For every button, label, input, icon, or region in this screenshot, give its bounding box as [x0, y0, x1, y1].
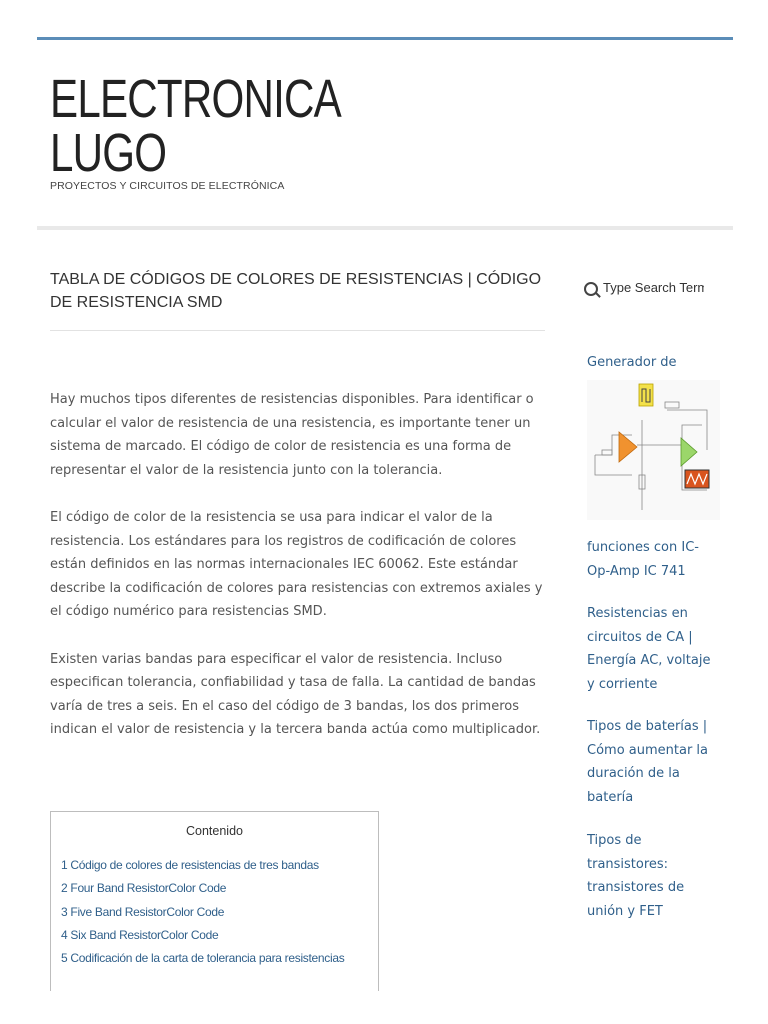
top-accent-bar	[37, 37, 733, 40]
post-title: TABLA DE CÓDIGOS DE COLORES DE RESISTENCIAS | CÓDIGO DE RESISTENCIA SMD	[50, 271, 542, 311]
site-title[interactable]	[50, 69, 342, 183]
paragraph: Existen varias bandas para especificar el valor de resistencia. Incluso especifican tolerancia, confiabilidad y tasa de falla. La cantidad de bandas varía de tres a seis. En el caso del código de 3 bandas, los dos primeros indican el valor de resistencia y la tercera banda actúa como multiplicador.	[50, 651, 541, 737]
header-divider	[37, 226, 733, 230]
title-rule	[50, 330, 545, 331]
table-of-contents	[50, 811, 379, 991]
paragraph: El código de color de la resistencia se usa para indicar el valor de la resistencia. Los estándares para los registros de codificación de colores están definidos en las normas internacionales IEC 60062. Este estándar describe la codificación de colores para resistencias con extremos axiales y el código numérico para resistencias SMD.	[50, 510, 543, 619]
search-icon[interactable]	[584, 282, 598, 296]
sidebar-search	[584, 280, 704, 300]
paragraph: Hay muchos tipos diferentes de resistencias disponibles. Para identificar o calcular el valor de resistencia de una resistencia, es importante tener un sistema de marcado. El código de color de resistencia es una forma de representar el valor de la resistencia junto con la tolerancia.	[50, 392, 534, 478]
search-input[interactable]	[603, 280, 704, 295]
sidebar-link-baterias[interactable]: Tipos de baterías | Cómo aumentar la duración de la batería	[587, 719, 709, 805]
circuit-thumbnail[interactable]	[587, 380, 720, 520]
sidebar-link-transistores[interactable]: Tipos de transistores: transistores de unión y FET	[587, 833, 685, 919]
site-title-line2[interactable]: LUGO	[50, 123, 167, 183]
circuit-diagram-image	[587, 380, 720, 520]
toc-item-4[interactable]: 4 Six Band ResistorColor Code	[61, 927, 219, 942]
sidebar-link-funciones[interactable]: funciones con IC-Op-Amp IC 741	[587, 540, 699, 579]
site-title-line1[interactable]: ELECTRONICA	[50, 69, 342, 129]
toc-title: Contenido	[186, 824, 243, 838]
toc-item-5[interactable]: 5 Codificación de la carta de tolerancia para resistencias	[61, 951, 345, 966]
site-tagline: PROYECTOS Y CIRCUITOS DE ELECTRÓNICA	[50, 180, 285, 192]
sidebar-link-resistencias-ca[interactable]: Resistencias en circuitos de CA | Energía AC, voltaje y corriente	[587, 606, 711, 692]
toc-item-2[interactable]: 2 Four Band ResistorColor Code	[61, 881, 227, 896]
sidebar-link-generador[interactable]: Generador de	[587, 355, 677, 370]
article-body	[50, 388, 550, 766]
toc-item-1[interactable]: 1 Código de colores de resistencias de tres bandas	[61, 858, 319, 872]
toc-item-3[interactable]: 3 Five Band ResistorColor Code	[61, 904, 225, 919]
